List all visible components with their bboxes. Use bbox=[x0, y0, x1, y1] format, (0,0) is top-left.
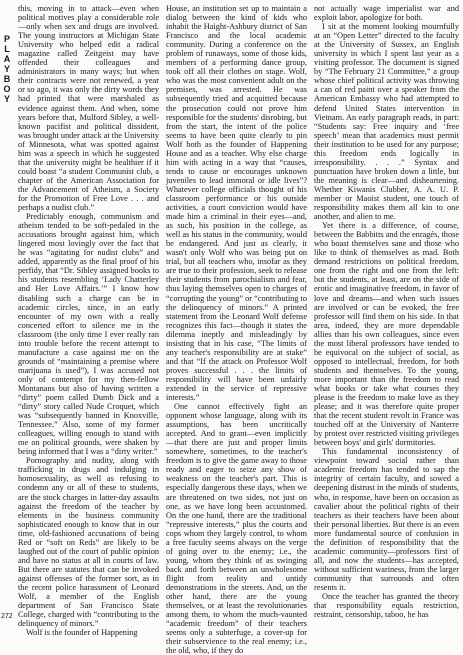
paragraph: Wolf is the founder of Happening bbox=[26, 628, 138, 638]
magazine-masthead: P L A Y B O Y bbox=[3, 34, 11, 104]
paragraph: this, moving in to attack—even when political motives play a considerable role—only when sex and drugs are involved. The young instructors at Michigan State University who helped edit a radical magazine called Zeitgeist may have offended their colleagues and administrators in many ways; but when their contracts were not renewed, a year or so ago, it was only the dirty words they had printed that were marshaled as evidence against them. And when, some years before that, Mulford Sibley, a well-known pacifist and political dissident, was brought under attack at the University of Minnesota, what was spotted against him was a speech in which he suggested that the university might be healthier if it could boast “a student Communist club, a chapter of the American Association for the Advancement of Atheism, a Society for the Promotion of Free Love . . . and perhaps a nudist club.” bbox=[18, 4, 160, 213]
page-sidebar bbox=[0, 0, 14, 640]
page-number: 272 bbox=[1, 613, 13, 620]
text-column-2 bbox=[166, 4, 307, 655]
paragraph: not actually wage imperialist war and exploit labor, apologize for both. bbox=[314, 4, 459, 23]
text-column-1 bbox=[18, 4, 159, 636]
paragraph: Pornography and nudity, along with trafficking in drugs and indulging in homosexuality, as well as refusing to condemn any or all of these to students, are the stock charges in latter-day assaults against the freedom of the teacher by elements in the business community sophisticated enough to know that in our time, old-fashioned accusations of being Red or “soft on Reds” are likely to be laughed out of the court of public opinion and have no status at all in courts of law. But there are statutes that can be invoked against offenses of the former sort, as in the recent police harassment of Leonard Wolf, a member of the English department of San Francisco State College, charged with “contributing to the delinquency of minors.” bbox=[18, 456, 159, 629]
paragraph: I sit at the moment looking mournfully at an “Open Letter” directed to the faculty at the University of Sussex, an English university in which I spent last year as a visiting professor. The document is signed by “The February 21 Committee,” a group whose chief political activity was throwing a can of red paint over a speaker from the American Embassy who had attempted to defend United States intervention in Vietnam. An early paragraph reads, in part: “Students say: Free inquiry and ‘free speech’ mean that academics must permit their institution to be used for any purpose; this freedom ends logically in irresponsibility. . . .” Syntax and punctuation have broken down a little, but the meaning is clear—and disheartening. Whether Kiwanis Clubber, A. A. U. P. member or Maoist student, one touch of responsibility makes them all kin to one another, and alien to me. bbox=[314, 22, 459, 222]
paragraph: Yet there is a difference, of course, between the Babbitts and the enragés, those who boast themselves sane and those who like to think of themselves as mad. Both demand restrictions on political freedom, one from the right and one from the left: but the students, at least, are on the side of erotic and imaginative freedom, in favor of love and dreams—and when such issues are involved or can be evoked, the free professor will find them on his side. In that area, indeed, they are more dependable allies than his own colleagues, since even the most liberal professors have tended to be equivocal on the subject of social, as opposed to intellectual, freedom, for both students and themselves. To the young, more important than the freedom to read what books or take what courses they please is the freedom to make love as they please; and it was therefore quite proper that the recent student revolt in France was touched off at the University of Nanterre by protest over restricted visiting privileges between boys' and girls' dormitories. bbox=[314, 221, 459, 448]
paragraph: Once the teacher has granted the theory that responsibility equals restriction, restraint, censorship, taboo, he has bbox=[314, 592, 459, 620]
paragraph: One cannot effectively fight an opponent whose language, along with its assumptions, has been uncritically accepted. And to grant—even implicitly—that there are just and proper limits somewhere, sometimes, to the teacher's freedom is to give the game away to those ready and eager to seize any show of weakness on the teacher's part. This is especially dangerous these days, when we are threatened on two sides, not just on one, as we have long been accustomed. On the one hand, there are the traditional “repressive interests,” plus the courts and cops whom they largely control, to whom a free faculty seems always on the verge of going over to the enemy; i.e., the young, whom they think of as swinging back and forth between an unwholesome flight from reality and untidy demonstrations in the streets. And, on the other hand, there are the young themselves, or at least the revolutionaries among them, to whom the much-vaunted “academic freedom” of their teachers seems only a subterfuge, a cover-up for their subservience to the real enemy; i.e., the old, who, if they do bbox=[166, 402, 307, 655]
paragraph: This fundamental inconsistency of viewpoint toward social rather than academic freedom has tended to sap the integrity of certain faculty, and sowed a deepening distrust in the minds of students, who, in response, have been on occasion as cavalier about the political rights of their teachers as their teachers have been about their personal liberties. But there is an even more fundamental source of confusion in the definition of responsibility that the academic community—professors first of all, and now the students—has accepted, without sufficient wariness, from the larger community that surrounds and often resents it. bbox=[314, 447, 459, 592]
paragraph: Predictably enough, communism and atheism tended to be soft-pedaled in the accusations brought against him, which lingered most lovingly over the fact that he was “agitating for nudist clubs” and added, apparently as the final proof of his perfidy, that “Dr. Sibley assigned books to his students resembling ‘Lady Chatterley and Her Love Affairs.’” I know how disabling such a charge can be in academic circles, since, in an early encounter of my own with a really concerted effort to silence me in the classroom (the only time I ever really ran into trouble before the recent attempt to manufacture a case against me on the grounds of “maintaining a premise where marijuana is used”), I was accused not only of contempt for my then-fellow Montanans but also of having written a “dirty” poem called Dumb Dick and a “dirty” story called Nude Croquet, which was “subsequently banned in Knoxville, Tennessee.” Also, some of my former colleagues, willing enough to stand with me on political grounds, were shaken by being informed that I was a “dirty writer.” bbox=[18, 212, 159, 457]
text-column-3 bbox=[314, 4, 459, 636]
paragraph: House, an institution set up to maintain a dialog between the kind of kids who inhabit the Haight-Ashbury district of San Francisco and the local academic community. During a conference on the problem of runaways, some of those kids, members of a performing dance group, took off all their clothes on stage. Wolf, who was the most convenient adult on the premises, was arrested. He was subsequently tried and acquitted because the prosecution could not prove him responsible for the students' disrobing, but from the start, the intent of the police seems to have been quite clearly to pin Wolf both as the founder of Happening House and as a teacher. Why else charge him with acting in a way that “causes, tends to cause or encourages unknown juveniles to lead immoral or idle lives”? Whatever college officials thought of his classroom performance or his outside activities, a court conviction would have made him a criminal in their eyes—and, as such, his position in the college, as well as his status in the community, would be endangered. And just as clearly, it wasn't only Wolf who was being put on trial, but all teachers who, insofar as they are true to their profession, seek to release their students from parochialism and fear, thus laying themselves open to charges of “corrupting the young” or “contributing to the delinquency of minors.” A printed statement from the Leonard Wolf defense recognizes this fact—though it states the dilemma ineptly and misleadingly by insisting that in his case, “The limits of any teacher's responsibility are at stake” and that “If the attack on Professor Wolf proves successful . . . the limits of responsibility will have been unfairly extended in the service of repressive interests.” bbox=[166, 4, 307, 403]
